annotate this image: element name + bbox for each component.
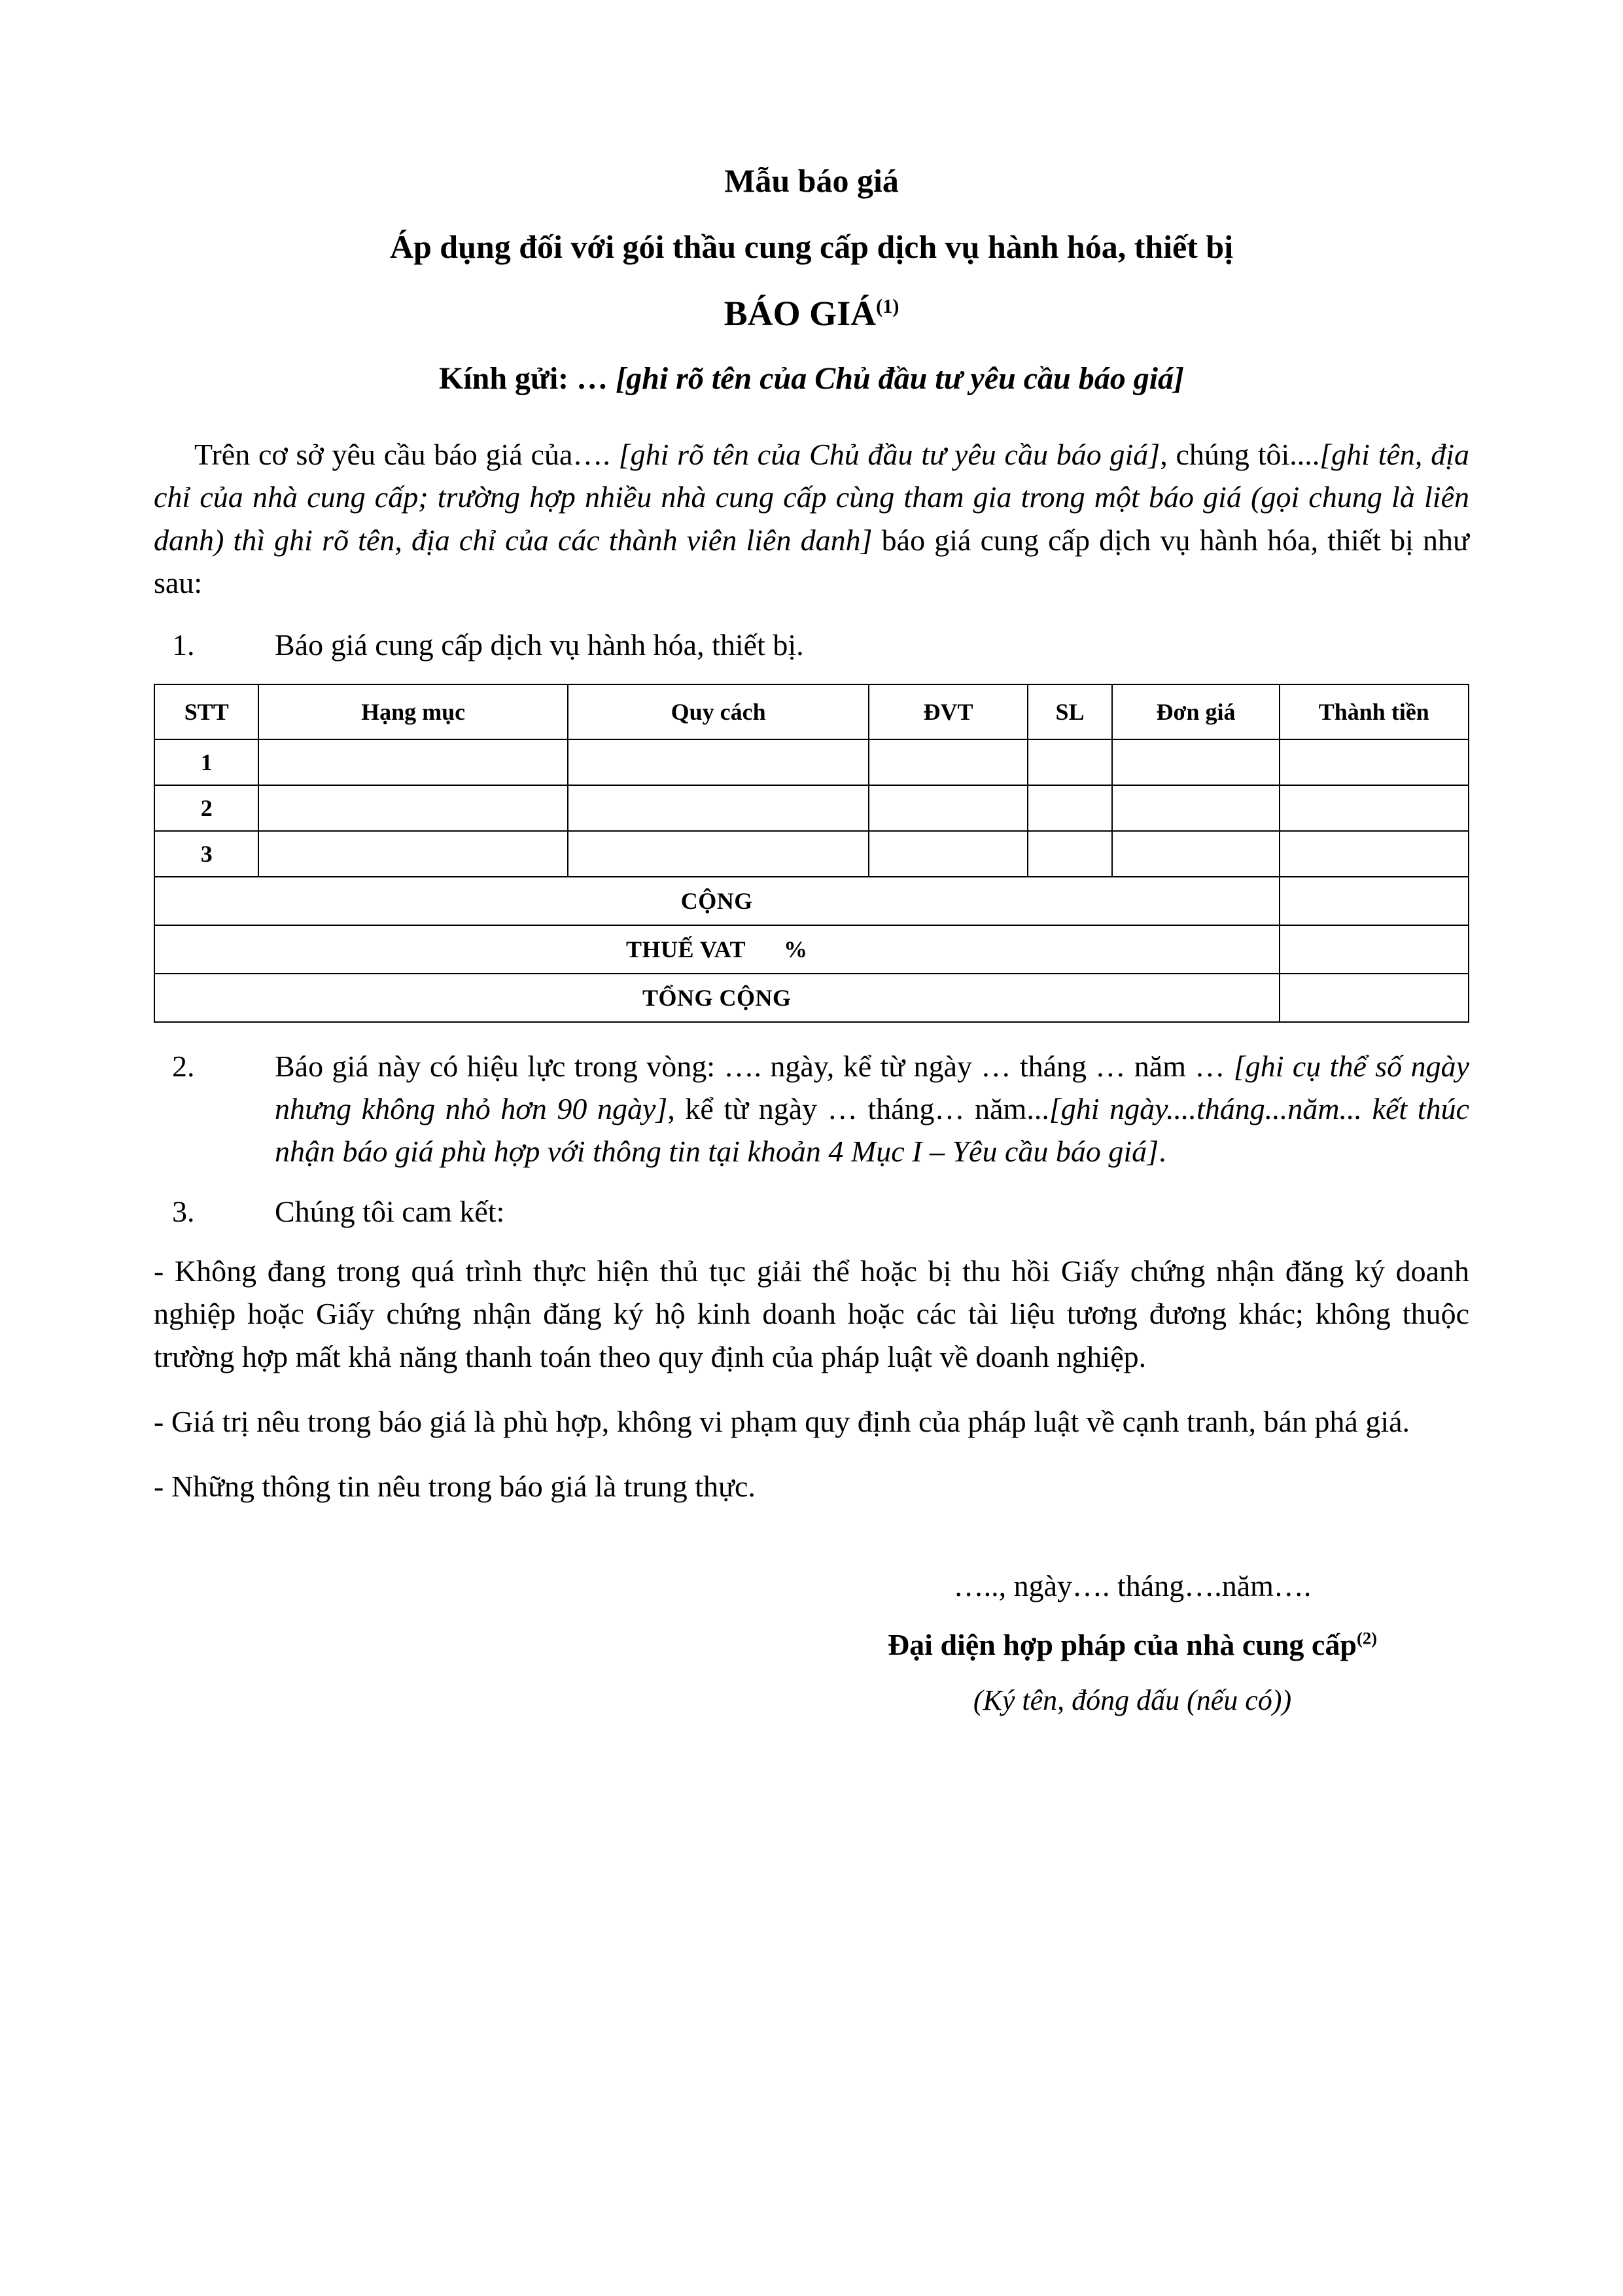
intro-part-5: báo giá cung cấp dịch vụ hành hóa, thiết bị như sau: <box>154 523 1469 600</box>
cell-don-gia[interactable] <box>1112 785 1279 831</box>
cell-quy-cach[interactable] <box>568 739 869 785</box>
document-type-heading <box>154 295 1469 332</box>
cell-don-gia[interactable] <box>1112 739 1279 785</box>
cell-thanh-tien[interactable] <box>1280 785 1469 831</box>
section-2-part-3: , kể từ ngày … tháng… năm... <box>667 1091 1049 1125</box>
page-title: Mẫu báo giá <box>724 162 899 199</box>
signature-role <box>802 1625 1463 1665</box>
section-1 <box>154 624 1469 666</box>
table-row <box>154 785 1469 831</box>
section-2 <box>154 1045 1469 1173</box>
cell-hang-muc[interactable] <box>258 831 567 877</box>
cell-stt: 3 <box>154 831 258 877</box>
cell-quy-cach[interactable] <box>568 785 869 831</box>
cell-thanh-tien[interactable] <box>1280 831 1469 877</box>
intro-part-1: Trên cơ sở yêu cầu báo giá của…. <box>194 438 619 472</box>
section-3 <box>154 1190 1469 1233</box>
column-header-dvt: ĐVT <box>869 684 1027 739</box>
quote-table <box>154 684 1469 1023</box>
column-header-hang-muc: Hạng mục <box>258 684 567 739</box>
commitment-item: - Không đang trong quá trình thực hiện thủ tục giải thể hoặc bị thu hồi Giấy chứng nhận đăng ký doanh nghiệp hoặc Giấy chứng nhận đăng ký hộ kinh doanh hoặc các tài liệu tương đương khác; không thuộc trường hợp mất khả năng thanh toán theo quy định của pháp luật về doanh nghiệp. <box>154 1254 1469 1373</box>
footer-label-cong: CỘNG <box>154 877 1280 925</box>
cell-quy-cach[interactable] <box>568 831 869 877</box>
cell-sl[interactable] <box>1028 739 1113 785</box>
cell-hang-muc[interactable] <box>258 739 567 785</box>
document-type-label: BÁO GIÁ <box>724 294 877 333</box>
section-2-number: 2. <box>172 1049 195 1083</box>
cell-stt: 2 <box>154 785 258 831</box>
document-type-footnote-marker: (1) <box>876 295 899 317</box>
footer-label-vat <box>154 925 1280 974</box>
section-2-placeholder-date: [ghi ngày....tháng...năm... kết thúc nhận báo giá phù hợp với thông tin tại khoản 4 Mục I – Yêu cầu báo giá] <box>275 1091 1469 1169</box>
intro-placeholder-supplier: [ghi tên, địa chỉ của nhà cung cấp; trường hợp nhiều nhà cung cấp cùng tham gia trong một báo giá (gọi chung là liên danh) thì ghi rõ tên, địa chỉ của các thành viên liên danh] <box>154 438 1469 557</box>
column-header-don-gia: Đơn giá <box>1112 684 1279 739</box>
cell-don-gia[interactable] <box>1112 831 1279 877</box>
signature-note: (Ký tên, đóng dấu (nếu có)) <box>973 1684 1292 1717</box>
signature-role-text: Đại diện hợp pháp của nhà cung cấp <box>887 1628 1357 1662</box>
cell-sl[interactable] <box>1028 785 1113 831</box>
section-3-text: Chúng tôi cam kết: <box>275 1194 505 1228</box>
table-footer-row-vat <box>154 925 1469 974</box>
intro-paragraph <box>154 433 1469 604</box>
table-row <box>154 739 1469 785</box>
column-header-thanh-tien: Thành tiền <box>1280 684 1469 739</box>
column-header-sl: SL <box>1028 684 1113 739</box>
section-2-placeholder-days: [ghi cụ thể số ngày nhưng không nhỏ hơn 90 ngày] <box>275 1049 1469 1125</box>
footer-value-tong-cong[interactable] <box>1280 974 1469 1022</box>
section-3-number: 3. <box>172 1194 195 1228</box>
table-row <box>154 831 1469 877</box>
footer-vat-percent: % <box>784 936 808 963</box>
table-footer-row-tong-cong <box>154 974 1469 1022</box>
table-footer-row-cong <box>154 877 1469 925</box>
commitment-item: - Giá trị nêu trong báo giá là phù hợp, không vi phạm quy định của pháp luật về cạnh tranh, bán phá giá. <box>154 1404 1410 1438</box>
footer-value-cong[interactable] <box>1280 877 1469 925</box>
footer-label-tong-cong: TỔNG CỘNG <box>154 974 1280 1022</box>
signature-date-line: ….., ngày…. tháng….năm…. <box>953 1569 1312 1603</box>
section-1-text: Báo giá cung cấp dịch vụ hành hóa, thiết bị. <box>275 628 804 662</box>
cell-dvt[interactable] <box>869 739 1027 785</box>
section-1-number: 1. <box>172 628 195 662</box>
signature-block <box>802 1566 1463 1719</box>
addressee-label: Kính gửi: … <box>438 361 616 396</box>
signature-role-footnote-marker: (2) <box>1356 1628 1378 1648</box>
cell-hang-muc[interactable] <box>258 785 567 831</box>
column-header-stt: STT <box>154 684 258 739</box>
cell-dvt[interactable] <box>869 785 1027 831</box>
intro-part-3: , chúng tôi.... <box>1160 438 1320 472</box>
cell-sl[interactable] <box>1028 831 1113 877</box>
column-header-quy-cach: Quy cách <box>568 684 869 739</box>
section-2-part-1: Báo giá này có hiệu lực trong vòng: …. ngày, kể từ ngày … tháng … năm … <box>275 1049 1234 1083</box>
commitment-item: - Những thông tin nêu trong báo giá là trung thực. <box>154 1470 756 1504</box>
page-subtitle: Áp dụng đối với gói thầu cung cấp dịch vụ hành hóa, thiết bị <box>389 228 1234 265</box>
cell-dvt[interactable] <box>869 831 1027 877</box>
footer-value-vat[interactable] <box>1280 925 1469 974</box>
section-2-part-5: . <box>1159 1135 1166 1169</box>
footer-label-vat-text: THUẾ VAT <box>626 936 746 963</box>
addressee-placeholder: [ghi rõ tên của Chủ đầu tư yêu cầu báo giá] <box>616 361 1185 396</box>
cell-thanh-tien[interactable] <box>1280 739 1469 785</box>
intro-placeholder-investor: [ghi rõ tên của Chủ đầu tư yêu cầu báo giá] <box>618 438 1161 472</box>
addressee-line <box>154 362 1469 395</box>
cell-stt: 1 <box>154 739 258 785</box>
table-header-row <box>154 684 1469 739</box>
